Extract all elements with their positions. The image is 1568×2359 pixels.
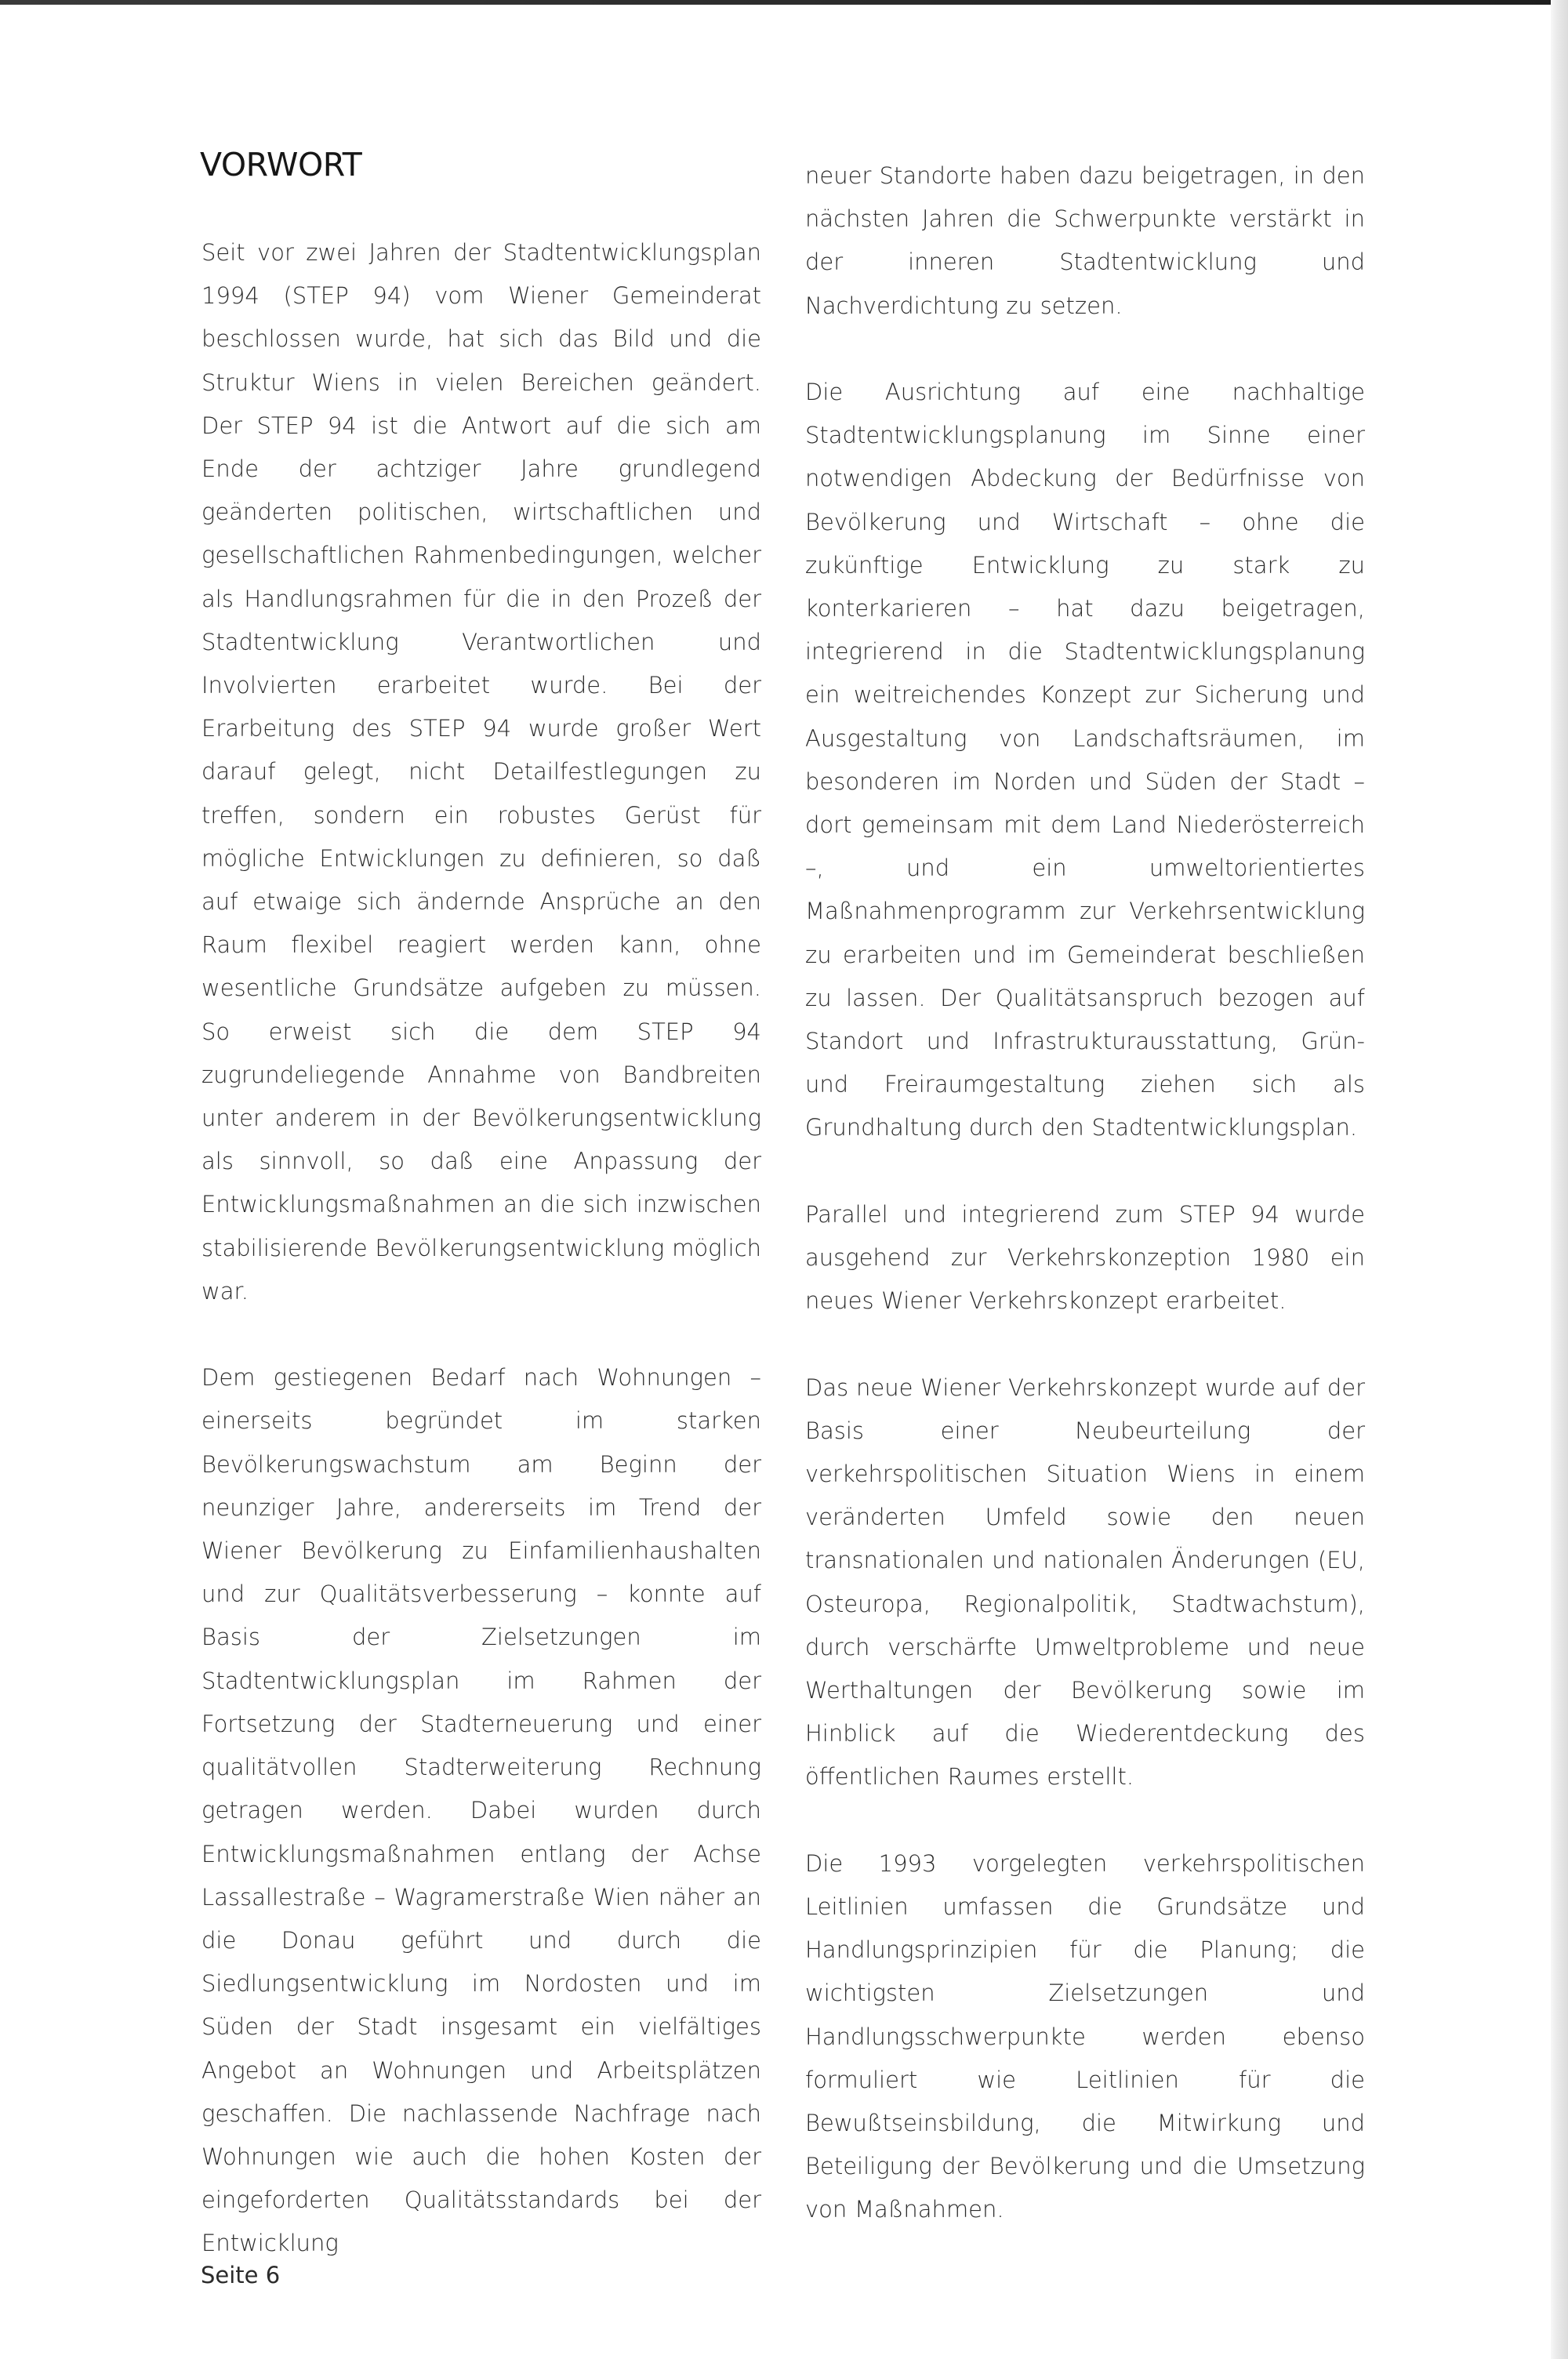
- paragraph: Dem gestiegenen Bedarf nach Wohnungen – einerseits begründet im starken Bevölkerungswachstum am Beginn der neunziger Jahre, andererseits im Trend der Wiener Bevölkerung zu Einfamilienhaushalten und zur Qualitätsverbesserung – konnte auf Basis der Zielsetzungen im Stadtentwicklungsplan im Rahmen der Fortsetzung der Stadterneuerung und einer qualitätvollen Stadterweiterung Rechnung getragen werden. Dabei wurden durch Entwicklungsmaßnahmen entlang der Achse Lassallestraße – Wagramerstraße Wien näher an die Donau geführt und durch die Siedlungsentwicklung im Nordosten und im Süden der Stadt insgesamt ein vielfältiges Angebot an Wohnungen und Arbeitsplätzen geschaffen. Die nachlassende Nachfrage nach Wohnungen wie auch die hohen Kosten der eingeforderten Qualitätsstandards bei der Entwicklung: [201, 1364, 761, 2257]
- right-text-column: [805, 154, 1365, 2275]
- paragraph: Das neue Wiener Verkehrskonzept wurde auf der Basis einer Neubeurteilung der verkehrspolitischen Situation Wiens in einem veränderten Umfeld sowie den neuen transnationalen und nationalen Änderungen (EU, Osteuropa, Regionalpolitik, Stadtwachstum), durch verschärfte Umweltprobleme und neue Werthaltungen der Bevölkerung sowie im Hinblick auf die Wiederentdeckung des öffentlichen Raumes erstellt.: [805, 1374, 1365, 1791]
- paragraph: neuer Standorte haben dazu beigetragen, in den nächsten Jahren die Schwerpunkte verstärkt in der inneren Stadtentwicklung und Nachverdichtung zu setzen.: [805, 162, 1365, 319]
- left-text-column: [201, 231, 761, 2309]
- scan-page-edge: [1551, 0, 1568, 2359]
- paragraph: Seit vor zwei Jahren der Stadtentwicklungsplan 1994 (STEP 94) vom Wiener Gemeinderat beschlossen wurde, hat sich das Bild und die Struktur Wiens in vielen Bereichen geändert. Der STEP 94 ist die Antwort auf die sich am Ende der achtziger Jahre grundlegend geänderten politischen, wirtschaftlichen und gesellschaftlichen Rahmenbedingungen, welcher als Handlungsrahmen für die in den Prozeß der Stadtentwicklung Verantwortlichen und Involvierten erarbeitet wurde. Bei der Erarbeitung des STEP 94 wurde großer Wert darauf gelegt, nicht Detailfestlegungen zu treffen, sondern ein robustes Gerüst für mögliche Entwicklungen zu definieren, so daß auf etwaige sich ändernde Ansprüche an den Raum flexibel reagiert werden kann, ohne wesentliche Grundsätze aufgeben zu müssen. So erweist sich die dem STEP 94 zugrundeliegende Annahme von Bandbreiten unter anderem in der Bevölkerungsentwicklung als sinnvoll, so daß eine Anpassung der Entwicklungsmaßnahmen an die sich inzwischen stabilisierende Bevölkerungsentwicklung möglich war.: [201, 239, 761, 1305]
- paragraph: Die Ausrichtung auf eine nachhaltige Stadtentwicklungsplanung im Sinne einer notwendigen Abdeckung der Bedürfnisse von Bevölkerung und Wirtschaft – ohne die zukünftige Entwicklung zu stark zu konterkarieren – hat dazu beigetragen, integrierend in die Stadtentwicklungsplanung ein weitreichendes Konzept zur Sicherung und Ausgestaltung von Landschaftsräumen, im besonderen im Norden und Süden der Stadt – dort gemeinsam mit dem Land Niederösterreich –, und ein umweltorientiertes Maßnahmenprogramm zur Verkehrsentwicklung zu erarbeiten und im Gemeinderat beschließen zu lassen. Der Qualitätsanspruch bezogen auf Standort und Infrastrukturausstattung, Grün- und Freiraumgestaltung ziehen sich als Grundhaltung durch den Stadtentwicklungsplan.: [805, 379, 1365, 1141]
- scan-top-edge: [0, 0, 1568, 5]
- paragraph: Parallel und integrierend zum STEP 94 wurde ausgehend zur Verkehrskonzeption 1980 ein neues Wiener Verkehrskonzept erarbeitet.: [805, 1200, 1365, 1315]
- paragraph: Die 1993 vorgelegten verkehrspolitischen Leitlinien umfassen die Grundsätze und Handlungsprinzipien für die Planung; die wichtigsten Zielsetzungen und Handlungsschwerpunkte werden ebenso formuliert wie Leitlinien für die Bewußtseinsbildung, die Mitwirkung und Beteiligung der Bevölkerung und die Umsetzung von Maßnahmen.: [805, 1849, 1365, 2223]
- page-title: VORWORT: [200, 146, 362, 183]
- page-number: Seite 6: [201, 2262, 281, 2288]
